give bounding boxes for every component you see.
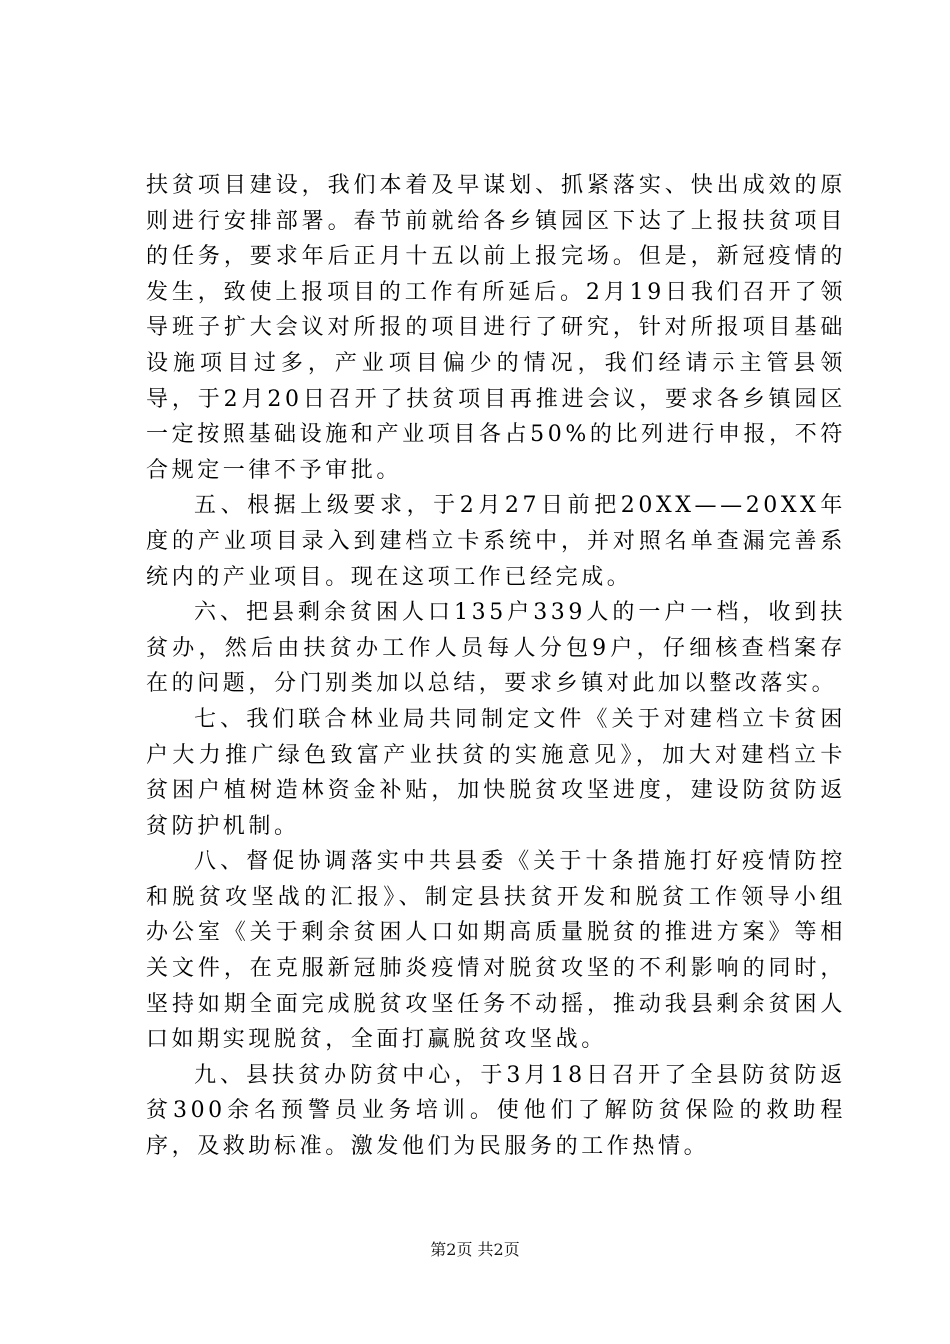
paragraph-item-9: 九、县扶贫办防贫中心，于3月18日召开了全县防贫防返贫300余名预警员业务培训。使他们了解防贫保险的救助程序，及救助标准。激发他们为民服务的工作热情。 [146, 1062, 846, 1160]
page-number-footer: 第2页 共2页 [430, 1240, 520, 1259]
paragraph-project-construction: 扶贫项目建设，我们本着及早谋划、抓紧落实、快出成效的原则进行安排部署。春节前就给各乡镇园区下达了上报扶贫项目的任务，要求年后正月十五以前上报完场。但是，新冠疫情的发生，致使上报项目的工作有所延后。2月19日我们召开了领导班子扩大会议对所报的项目进行了研究，针对所报项目基础设施项目过多，产业项目偏少的情况，我们经请示主管县领导，于2月20日召开了扶贫项目再推进会议，要求各乡镇园区一定按照基础设施和产业项目各占50%的比列进行申报，不符合规定一律不予审批。 [146, 173, 846, 483]
paragraph-item-7: 七、我们联合林业局共同制定文件《关于对建档立卡贫困户大力推广绿色致富产业扶贫的实施意见》，加大对建档立卡贫困户植树造林资金补贴，加快脱贫攻坚进度，建设防贫防返贫防护机制。 [146, 706, 846, 839]
paragraph-item-6: 六、把县剩余贫困人口135户339人的一户一档，收到扶贫办，然后由扶贫办工作人员每人分包9户，仔细核查档案存在的问题，分门别类加以总结，要求乡镇对此加以整改落实。 [146, 600, 846, 697]
paragraph-item-8: 八、督促协调落实中共县委《关于十条措施打好疫情防控和脱贫攻坚战的汇报》、制定县扶贫开发和脱贫工作领导小组办公室《关于剩余贫困人口如期高质量脱贫的推进方案》等相关文件，在克服新冠肺炎疫情对脱贫攻坚的不利影响的同时，坚持如期全面完成脱贫攻坚任务不动摇，推动我县剩余贫困人口如期实现脱贫，全面打赢脱贫攻坚战。 [146, 849, 846, 1053]
document-body [146, 168, 846, 1165]
paragraph-item-5: 五、根据上级要求，于2月27日前把20XX——20XX年度的产业项目录入到建档立卡系统中，并对照名单查漏完善系统内的产业项目。现在这项工作已经完成。 [146, 493, 846, 590]
